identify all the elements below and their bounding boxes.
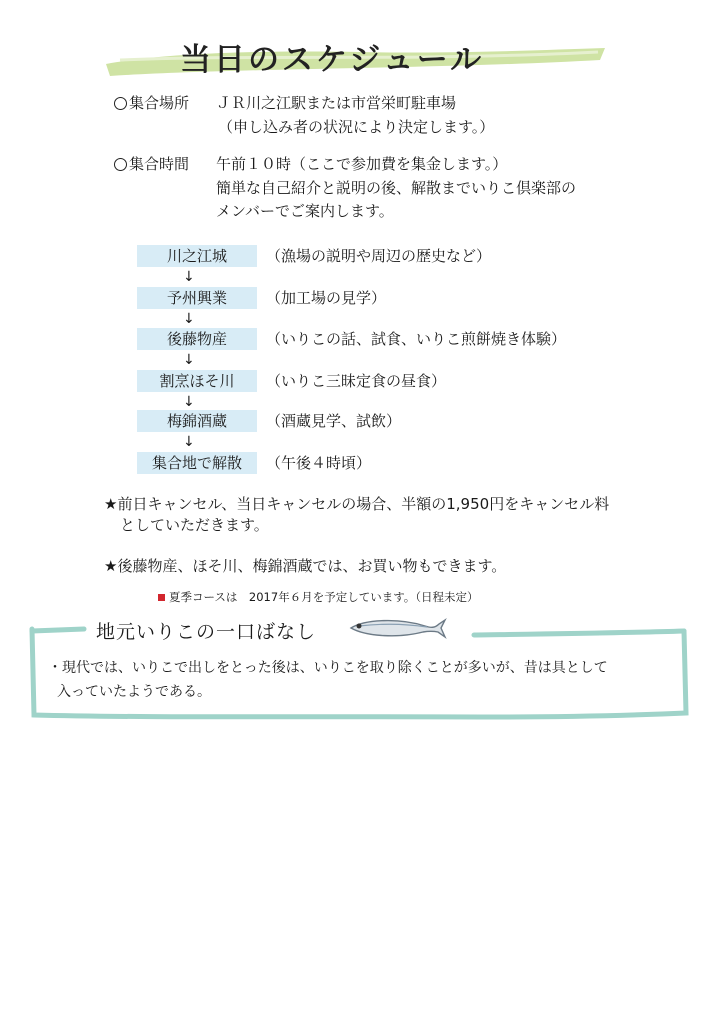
schedule-stop-kappo-hosokawa: 割烹ほそ川	[137, 370, 257, 392]
down-arrow-icon: ↓	[183, 434, 195, 450]
schedule-stop-umenishiki-brewery: 梅錦酒蔵	[137, 410, 257, 432]
schedule-note: （加工場の見学）	[266, 289, 387, 307]
trivia-line-1: ・現代では、いりこで出しをとった後は、いりこを取り除くことが多いが、昔は具として	[48, 660, 608, 676]
circle-bullet-icon	[114, 97, 127, 110]
schedule-stop-goto-bussan: 後藤物産	[137, 328, 257, 350]
meeting-time-desc-2: メンバーでご案内します。	[216, 202, 394, 220]
meeting-time-label: 集合時間	[129, 155, 190, 173]
schedule-note: （漁場の説明や周辺の歴史など）	[266, 247, 492, 265]
cancel-policy-line-2: としていただきます。	[120, 516, 269, 534]
down-arrow-icon: ↓	[183, 269, 195, 285]
meeting-time-value: 午前１０時（ここで参加費を集金します。）	[216, 155, 508, 173]
trivia-title: 地元いりこの一口ばなし	[92, 617, 320, 644]
page-title: 当日のスケジュール	[180, 42, 485, 78]
red-square-icon	[158, 594, 165, 601]
trivia-body	[48, 656, 608, 704]
down-arrow-icon: ↓	[183, 394, 195, 410]
trivia-line-2: 入っていたようである。	[57, 684, 211, 700]
summer-course-note	[158, 589, 479, 605]
fish-icon	[345, 612, 450, 644]
shopping-note: ★後藤物産、ほそ川、梅錦酒蔵では、お買い物もできます。	[104, 557, 507, 575]
schedule-stop-yoshu-kogyo: 予州興業	[137, 287, 257, 309]
circle-bullet-icon	[114, 158, 127, 171]
cancel-policy-line-1: ★前日キャンセル、当日キャンセルの場合、半額の1,950円をキャンセル料	[104, 495, 610, 513]
meeting-place-label: 集合場所	[129, 94, 190, 112]
down-arrow-icon: ↓	[183, 311, 195, 327]
meeting-place-note: （申し込み者の状況により決定します。）	[218, 118, 495, 136]
summer-course-text: 夏季コースは 2017年６月を予定しています。（日程未定）	[169, 590, 479, 604]
title-banner	[100, 30, 610, 88]
meeting-place-value: ＪＲ川之江駅または市営栄町駐車場	[216, 94, 457, 112]
schedule-stop-dismissal: 集合地で解散	[137, 452, 257, 474]
schedule-note: （いりこの話、試食、いりこ煎餅焼き体験）	[266, 330, 567, 348]
down-arrow-icon: ↓	[183, 352, 195, 368]
meeting-time-desc-1: 簡単な自己紹介と説明の後、解散までいりこ倶楽部の	[216, 179, 577, 197]
schedule-note: （午後４時頃）	[266, 454, 372, 472]
schedule-note: （いりこ三昧定食の昼食）	[266, 372, 447, 390]
schedule-stop-kawanoe-castle: 川之江城	[137, 245, 257, 267]
schedule-note: （酒蔵見学、試飲）	[266, 412, 402, 430]
